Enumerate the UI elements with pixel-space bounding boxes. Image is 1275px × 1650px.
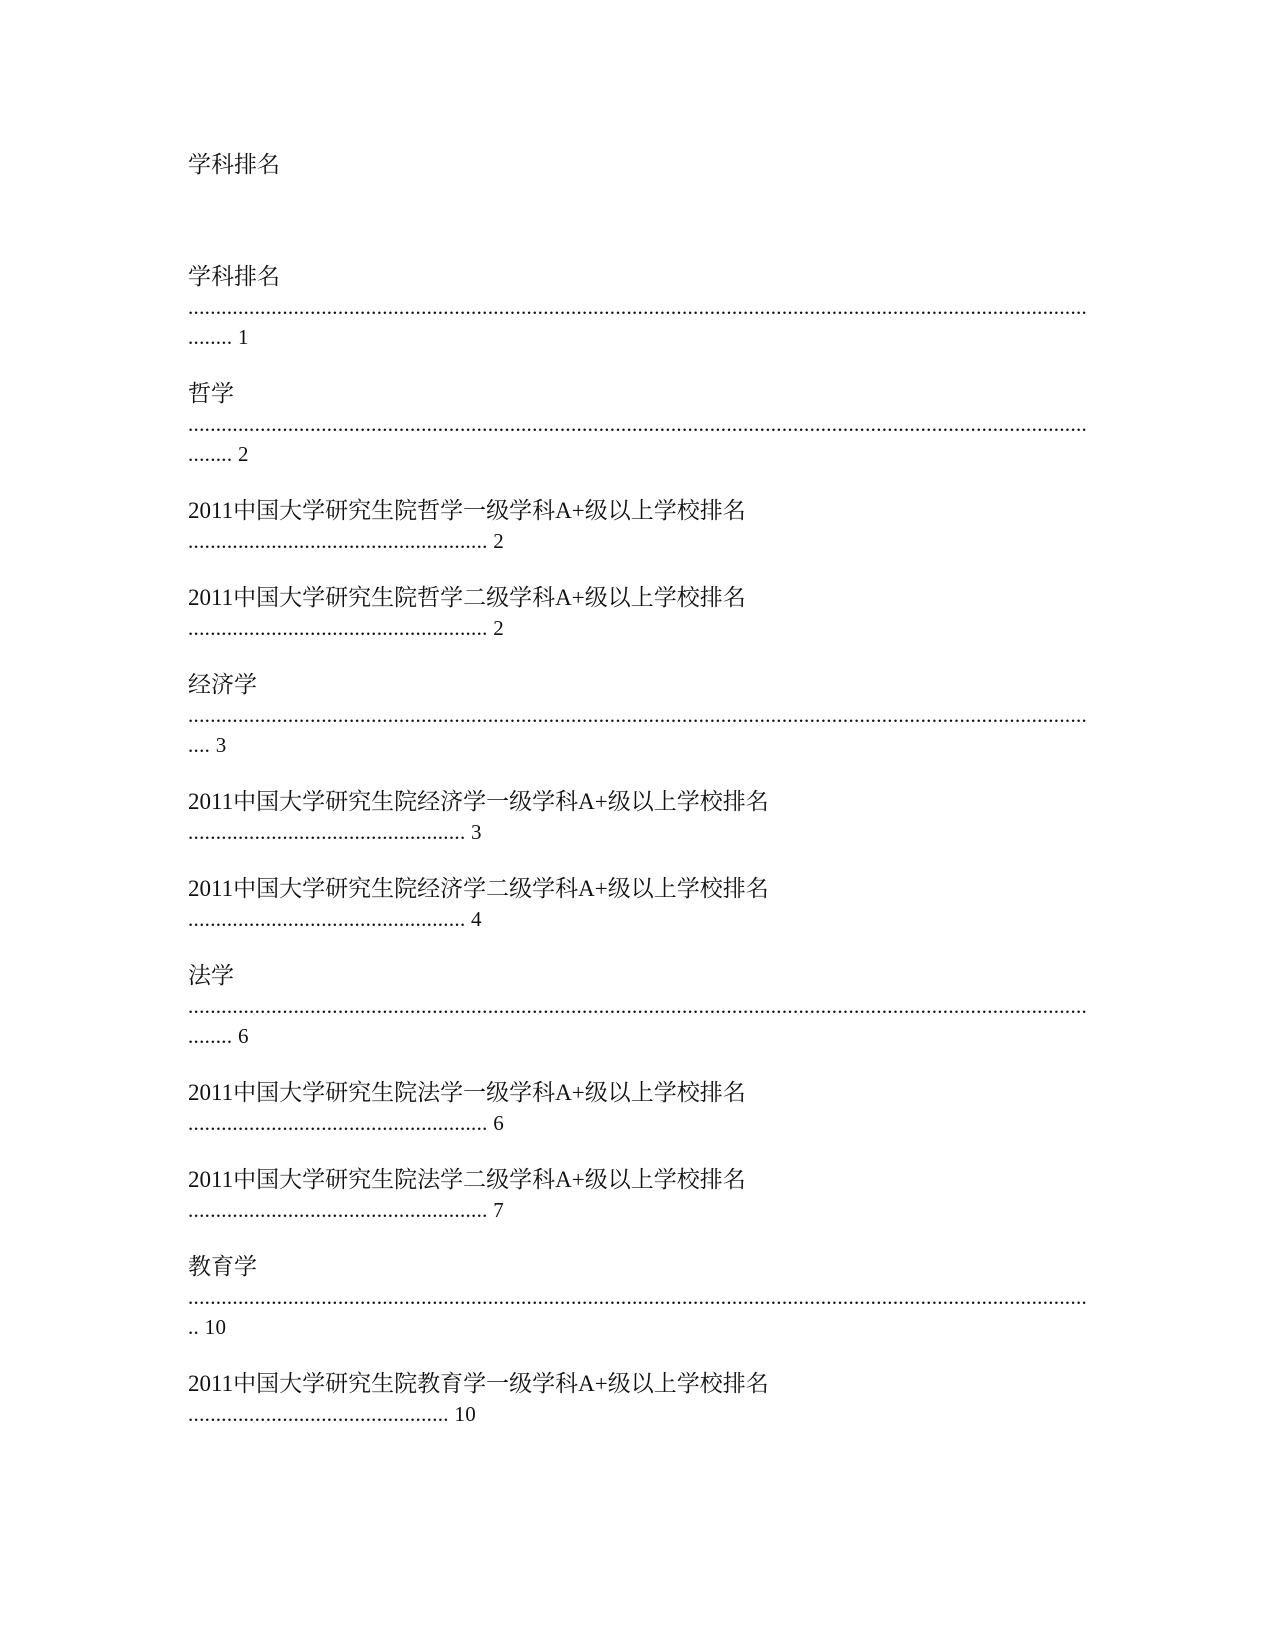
toc-page-number: ........ 2 — [188, 442, 249, 466]
toc-dot-leader: .................................................................................................................................................................. — [188, 994, 1088, 1018]
toc-entry-title: 教育学 — [188, 1254, 257, 1279]
toc-entry[interactable] — [188, 874, 1088, 934]
document-title: 学科排名 — [188, 152, 280, 177]
toc-page-number: ...................................................... 2 — [188, 616, 505, 640]
toc-entry[interactable] — [188, 583, 1088, 643]
toc-entry[interactable] — [188, 1369, 1088, 1429]
toc-entry[interactable] — [188, 670, 1088, 760]
toc-page-number: ........ 6 — [188, 1024, 249, 1048]
toc-entry[interactable] — [188, 496, 1088, 556]
toc-dot-leader: .................................................................................................................................................................. — [188, 295, 1088, 319]
toc-entry-title: 2011中国大学研究生院法学二级学科A+级以上学校排名 — [188, 1167, 746, 1192]
toc-page-number: ...................................................... 7 — [188, 1198, 505, 1222]
toc-entry-title: 2011中国大学研究生院教育学一级学科A+级以上学校排名 — [188, 1371, 769, 1396]
toc-entry-title: 2011中国大学研究生院法学一级学科A+级以上学校排名 — [188, 1080, 746, 1105]
toc-page-number: ........ 1 — [188, 325, 249, 349]
toc-entry-title: 法学 — [188, 963, 234, 988]
toc-entry[interactable] — [188, 1252, 1088, 1342]
toc-page-number: ............................................... 10 — [188, 1402, 476, 1426]
toc-entry[interactable] — [188, 262, 1088, 352]
toc-entry-title: 2011中国大学研究生院经济学二级学科A+级以上学校排名 — [188, 876, 769, 901]
toc-entry-title: 哲学 — [188, 381, 234, 406]
toc-entry[interactable] — [188, 961, 1088, 1051]
toc-dot-leader: .................................................................................................................................................................. — [188, 1285, 1088, 1309]
toc-dot-leader: .................................................................................................................................................................. — [188, 412, 1088, 436]
toc-entry-title: 学科排名 — [188, 264, 280, 289]
toc-page-number: ...................................................... 6 — [188, 1111, 505, 1135]
toc-page-number: .................................................. 4 — [188, 907, 482, 931]
toc-entry-title: 2011中国大学研究生院经济学一级学科A+级以上学校排名 — [188, 789, 769, 814]
toc-entry[interactable] — [188, 1165, 1088, 1225]
toc-entry[interactable] — [188, 787, 1088, 847]
toc-page-number: .... 3 — [188, 733, 227, 757]
toc-dot-leader: .................................................................................................................................................................. — [188, 703, 1088, 727]
toc-entry[interactable] — [188, 379, 1088, 469]
toc-entry-title: 2011中国大学研究生院哲学二级学科A+级以上学校排名 — [188, 585, 746, 610]
toc-entry[interactable] — [188, 1078, 1088, 1138]
toc-page-number: .................................................. 3 — [188, 820, 482, 844]
toc-page-number: .. 10 — [188, 1315, 227, 1339]
toc-entry-title: 2011中国大学研究生院哲学一级学科A+级以上学校排名 — [188, 498, 746, 523]
toc-page-number: ...................................................... 2 — [188, 529, 505, 553]
toc-entry-title: 经济学 — [188, 672, 257, 697]
table-of-contents — [188, 262, 1088, 1456]
